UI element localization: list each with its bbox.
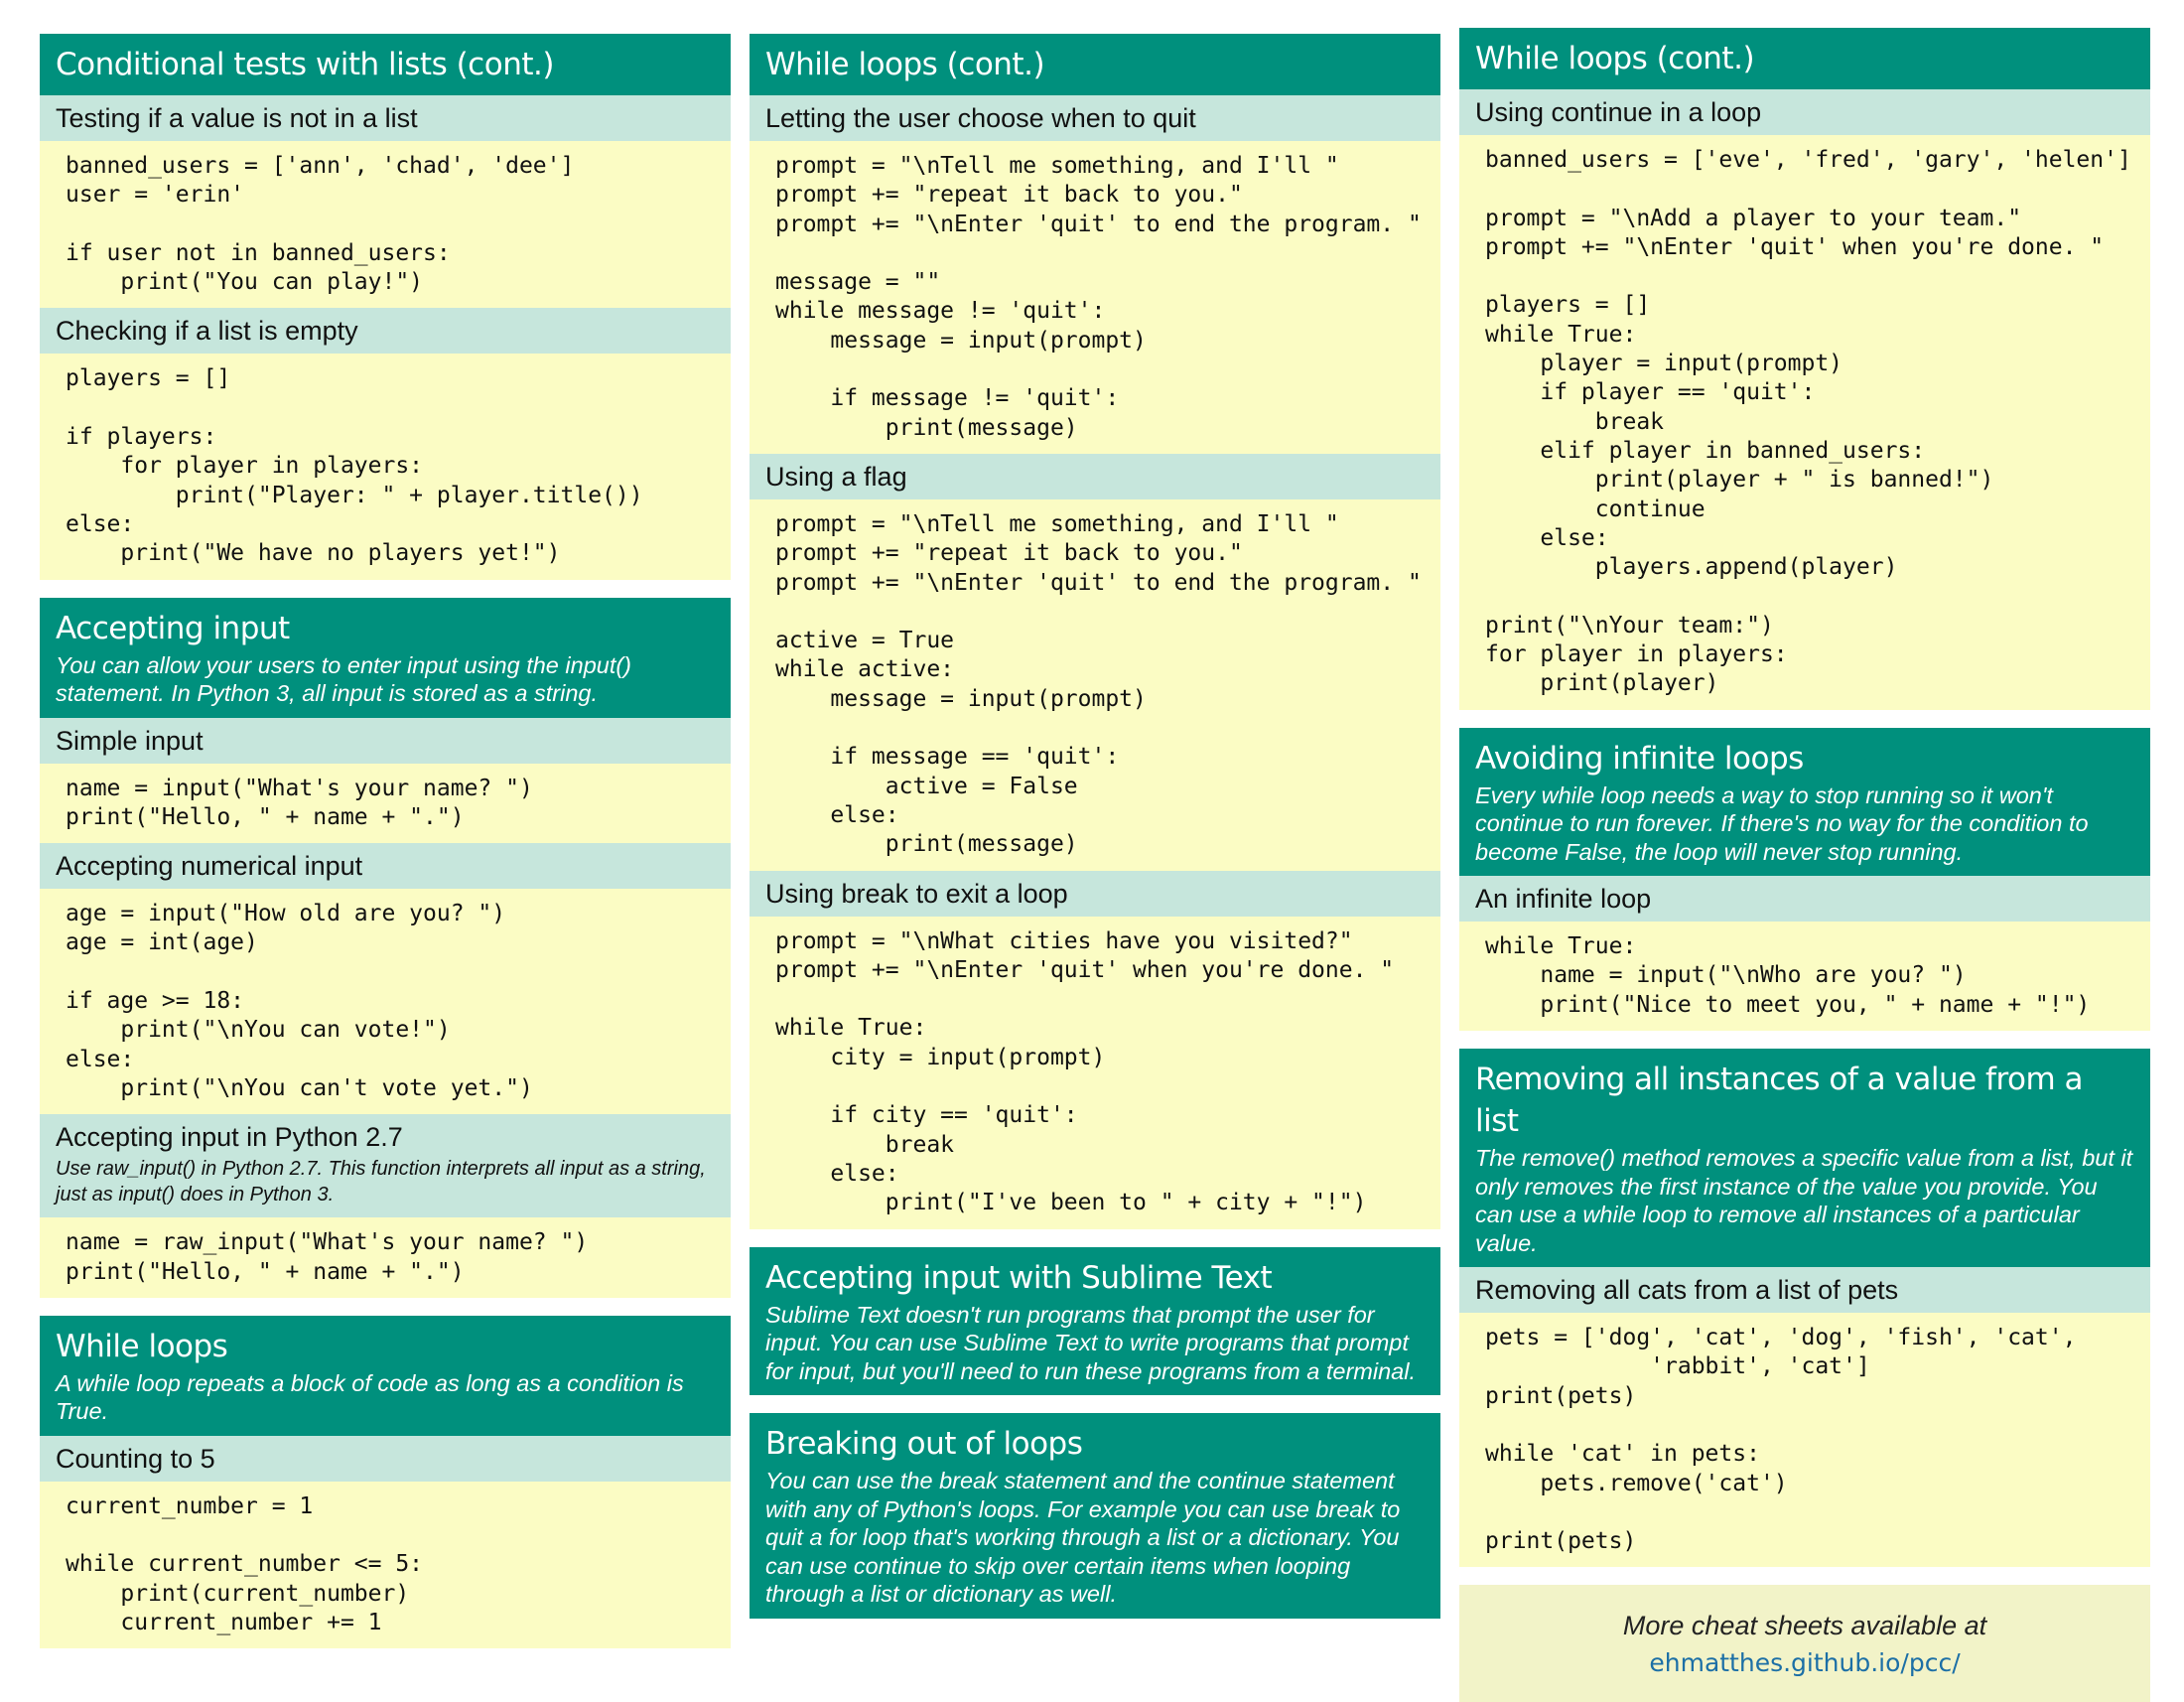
subsection-title: Letting the user choose when to quit [765, 103, 1196, 133]
subsection-header [1459, 1267, 2150, 1313]
section-while-loops [40, 1316, 731, 1648]
section-header [1459, 1049, 2150, 1267]
section-description: Sublime Text doesn't run programs that prompt the user for input. You can use Sublime Text to write programs that prompt for input, but you'll need to run these programs from a terminal. [765, 1301, 1416, 1384]
more-cheat-sheets-box [1459, 1585, 2150, 1702]
subsection-header [40, 95, 731, 141]
subsection-title: Testing if a value is not in a list [56, 103, 418, 133]
subsection-header [40, 1436, 731, 1482]
section-title: Removing all instances of a value from a list [1475, 1062, 2084, 1140]
code-example: prompt = "\nWhat cities have you visited?" prompt += "\nEnter 'quit' when you're done. " while True: city = input(prompt) if city == 'quit': break else: print("I've been to " + city + "!") [750, 917, 1440, 1229]
code-example: while True: name = input("\nWho are you? ") print("Nice to meet you, " + name + "!") [1459, 922, 2150, 1031]
code-example: current_number = 1 while current_number <= 5: print(current_number) current_number += 1 [40, 1482, 731, 1648]
section-title: Accepting input with Sublime Text [765, 1259, 1273, 1296]
section-header [40, 598, 731, 718]
section-header [750, 1247, 1440, 1396]
section-avoiding-infinite-loops [1459, 728, 2150, 1031]
subsection-note: Use raw_input() in Python 2.7. This function interprets all input as a string, just as input() does in Python 3. [56, 1158, 706, 1206]
code-example: prompt = "\nTell me something, and I'll " prompt += "repeat it back to you." prompt += "\nEnter 'quit' to end the program. " message = "" while message != 'quit': message = input(prompt) if message != 'quit': print(message) [750, 141, 1440, 454]
subsection-title: Removing all cats from a list of pets [1475, 1275, 1899, 1306]
subsection-title: An infinite loop [1475, 884, 1652, 915]
section-header [750, 34, 1440, 95]
subsection-title: Using continue in a loop [1475, 97, 1762, 127]
section-accepting-input [40, 598, 731, 1298]
code-example: prompt = "\nTell me something, and I'll " prompt += "repeat it back to you." prompt += "\nEnter 'quit' to end the program. " active = True while active: message = input(prompt) if message == 'quit': active = False else: print(message) [750, 499, 1440, 871]
section-title: Avoiding infinite loops [1475, 740, 1804, 777]
subsection-header [750, 454, 1440, 499]
section-description: A while loop repeats a block of code as long as a condition is True. [56, 1369, 684, 1425]
subsection-header [750, 871, 1440, 917]
subsection-header [40, 843, 731, 889]
subsection-header [40, 1114, 731, 1217]
section-title: While loops (cont.) [1475, 41, 1755, 76]
section-header [40, 34, 731, 95]
promo-text: More cheat sheets available at [1622, 1611, 1987, 1641]
section-header [1459, 728, 2150, 877]
subsection-header [750, 95, 1440, 141]
section-while-loops-cont [1459, 28, 2150, 710]
subsection-header [1459, 876, 2150, 922]
section-title: While loops [56, 1328, 228, 1364]
subsection-title: Using a flag [765, 461, 907, 492]
section-breaking-out-of-loops [750, 1413, 1440, 1619]
subsection-header [1459, 89, 2150, 135]
column-1 [40, 34, 731, 1666]
section-while-loops-cont [750, 34, 1440, 1229]
code-example: name = raw_input("What's your name? ") print("Hello, " + name + ".") [40, 1217, 731, 1298]
subsection-title: Simple input [56, 725, 204, 756]
subsection-title: Accepting numerical input [56, 851, 363, 882]
code-example: pets = ['dog', 'cat', 'dog', 'fish', 'cat', 'rabbit', 'cat'] print(pets) while 'cat' in pets: pets.remove('cat') print(pets) [1459, 1313, 2150, 1567]
section-title: Conditional tests with lists (cont.) [56, 47, 554, 82]
code-example: banned_users = ['eve', 'fred', 'gary', 'helen'] prompt = "\nAdd a player to your team." prompt += "\nEnter 'quit' when you're done. " players = [] while True: player = input(prompt) if player == 'quit': break elif player in banned_users: print(player + " is banned!") continue else: players.append(player) print("\nYour team:") for player in players: print(player) [1459, 135, 2150, 710]
column-3 [1459, 28, 2150, 1702]
section-description: You can allow your users to enter input using the input() statement. In Python 3, all input is stored as a string. [56, 651, 632, 707]
code-example: banned_users = ['ann', 'chad', 'dee'] user = 'erin' if user not in banned_users: print("You can play!") [40, 141, 731, 308]
section-header [750, 1413, 1440, 1619]
section-header [40, 1316, 731, 1436]
code-example: age = input("How old are you? ") age = int(age) if age >= 18: print("\nYou can vote!") else: print("\nYou can't vote yet.") [40, 889, 731, 1114]
section-description: The remove() method removes a specific value from a list, but it only removes the first instance of the value you provide. You can use a while loop to remove all instances of a particular value. [1475, 1145, 2133, 1256]
section-removing-all-instances-of-a-value-from-a-list [1459, 1049, 2150, 1567]
section-description: You can use the break statement and the continue statement with any of Python's loops. For example you can use break to quit a for loop that's working through a list or a dictionary. You can use continue to skip over certain items when looping through a list or dictionary as well. [765, 1468, 1401, 1607]
subsection-title: Using break to exit a loop [765, 878, 1068, 909]
subsection-title: Counting to 5 [56, 1443, 215, 1474]
subsection-title: Accepting input in Python 2.7 [56, 1122, 403, 1153]
section-description: Every while loop needs a way to stop running so it won't continue to run forever. If there's no way for the condition to become False, the loop will never stop running. [1475, 781, 2089, 865]
section-title: Breaking out of loops [765, 1426, 1083, 1462]
section-accepting-input-with-sublime-text [750, 1247, 1440, 1396]
subsection-header [40, 718, 731, 764]
section-title: Accepting input [56, 610, 290, 646]
subsection-header [40, 308, 731, 354]
section-conditional-tests-with-lists-cont [40, 34, 731, 580]
cheat-sheets-link[interactable]: ehmatthes.github.io/pcc/ [1649, 1648, 1961, 1678]
subsection-title: Checking if a list is empty [56, 316, 358, 347]
code-example: players = [] if players: for player in players: print("Player: " + player.title()) else: print("We have no players yet!") [40, 354, 731, 579]
section-header [1459, 28, 2150, 89]
column-2 [750, 34, 1440, 1636]
section-title: While loops (cont.) [765, 47, 1045, 82]
code-example: name = input("What's your name? ") print("Hello, " + name + ".") [40, 764, 731, 844]
